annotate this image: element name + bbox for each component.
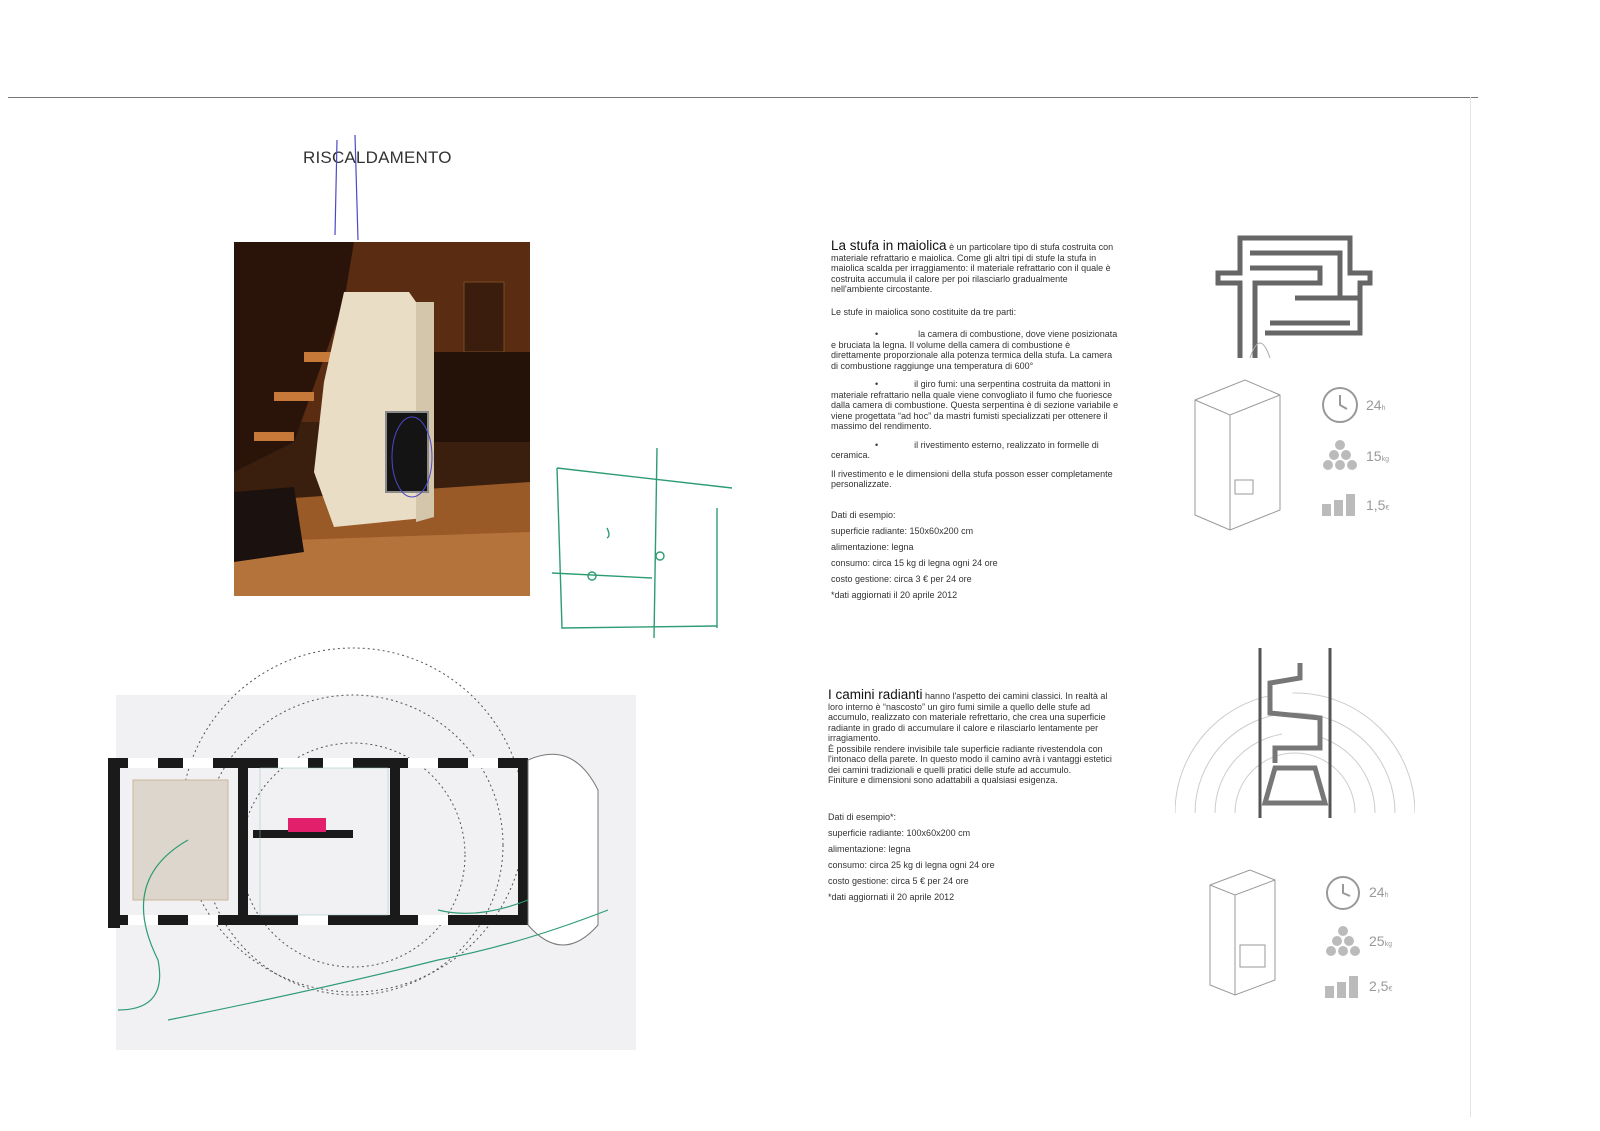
camini-data [828, 812, 995, 908]
camini-intro3: Finiture e dimensioni sono adattabili a qualsiasi esigenza. [828, 775, 1058, 785]
clock-icon [1320, 385, 1360, 425]
maiolica-cost-label: 1,5€ [1366, 497, 1390, 513]
maiolica-time-label: 24h [1366, 397, 1386, 413]
camini-data-title: Dati di esempio*: [828, 812, 897, 822]
clock-icon-2 [1323, 873, 1363, 913]
fireplace-section-drawing [1175, 648, 1415, 818]
coins-icon-2 [1323, 972, 1363, 1002]
top-rule [8, 97, 1478, 98]
maiolica-lead: La stufa in maiolica [831, 238, 947, 253]
maiolica-weight-label: 15kg [1366, 448, 1389, 464]
camini-intro: hanno l'aspetto dei camini classici. In realtà al loro interno è “nascosto” un giro fumi simile a quello delle stufe ad accumulo, realizzato con materiale refrettario, che crea una superficie radiante in grado di accumulare il calore e rilasciarlo lentamente per irragiamento. [828, 691, 1108, 743]
maiolica-data-cost: costo gestione: circa 3 € per 24 ore [831, 574, 972, 584]
floor-plan [108, 640, 638, 1050]
camini-data-feed: alimentazione: legna [828, 844, 911, 854]
wood-icon-2 [1323, 923, 1363, 963]
right-rule [1470, 97, 1471, 1117]
maiolica-parts-intro: Le stufe in maiolica sono costituite da tre parti: [831, 306, 1017, 317]
stove-section-drawing [1210, 228, 1380, 363]
camini-data-surface: superficie radiante: 100x60x200 cm [828, 828, 971, 838]
fireplace-box-drawing [1205, 865, 1305, 1010]
camini-intro2: È possibile rendere invisibile tale superficie radiante rivestendola con l'intonaco della parete. In questo modo il camino avrà i vantaggi estetici dei camini tradizionali e quelli pratici delle stufe ad accumulo. [828, 743, 1112, 775]
maiolica-bullet2: il giro fumi: una serpentina costruita da mattoni in materiale refrattario nella quale viene convogliato il fumo che fuoriesce dalla camera di combustione. Questa serpentina è di sezione variabile e viene progettata “ad hoc” da mastri fumisti specializzati per ottenere il massimo del rendimento. [831, 379, 1119, 431]
camini-text [828, 687, 1118, 786]
coins-icon [1320, 490, 1360, 520]
camini-time-label: 24h [1369, 884, 1389, 900]
page-title: RISCALDAMENTO [303, 148, 452, 167]
stove-box-drawing [1185, 370, 1305, 545]
camini-data-note: *dati aggiornati il 20 aprile 2012 [828, 892, 955, 902]
maiolica-custom: Il rivestimento e le dimensioni della stufa posson esser completamente personalizzate. [831, 468, 1113, 489]
camini-weight-label: 25kg [1369, 933, 1392, 949]
maiolica-text: La stufa in maiolica è un particolare tipo di stufa costruita con materiale refrattario e maiolica. Come gli altri tipi di stufe la stufa in maiolica scalda per irraggiamento: il materiale refrattario con il quale è costruita accumula il calore per poi rilasciarlo gradualmente nell'ambiente circostante. Le stufe in maiolica sono costituite da tre parti: • la camera di combustione, dove viene posizionata e bruciata la legna. Il volume della camera di combustione è direttamente proporzionale alla potenza termica della stufa. La camera di combustione raggiunge una temperatura di 600° • il giro fumi: una serpentina costruita da mattoni in materiale refrattario nella quale viene convogliato il fumo che fuoriesce dalla camera di combustione. Questa serpentina è di sezione variabile e viene progettata “ad hoc” da mastri fumisti specializzati per ottenere il massimo del rendimento. • il rivestimento esterno, realizzato in formelle di ceramica. Il rivestimento e le dimensioni della stufa posson esser completamente personalizzate. [831, 241, 1121, 502]
stove-photo [234, 242, 530, 596]
camini-lead: I camini radianti [828, 687, 923, 702]
maiolica-data-title: Dati di esempio: [831, 510, 896, 520]
maiolica-bullet1: la camera di combustione, dove viene posizionata e bruciata la legna. Il volume della camera di combustione è direttamente proporzionale alla potenza termica della stufa. La camera di combustione raggiunge una temperatura di 600° [831, 329, 1118, 371]
hand-sketch [552, 448, 747, 648]
camini-data-cost: costo gestione: circa 5 € per 24 ore [828, 876, 969, 886]
camini-data-consumption: consumo: circa 25 kg di legna ogni 24 ore [828, 860, 995, 870]
camini-cost-label: 2,5€ [1369, 978, 1393, 994]
maiolica-data [831, 510, 998, 606]
pen-strokes [320, 135, 380, 245]
maiolica-intro: è un particolare tipo di stufa costruita con materiale refrattario e maiolica. Come gli altri tipi di stufe la stufa in maiolica scalda per irraggiamento: il materiale refrattario con il quale è costruita accumula il calore per poi rilasciarlo gradualmente nell'ambiente circostante. [831, 242, 1114, 294]
maiolica-data-feed: alimentazione: legna [831, 542, 914, 552]
maiolica-data-consumption: consumo: circa 15 kg di legna ogni 24 ore [831, 558, 998, 568]
maiolica-bullet3: il rivestimento esterno, realizzato in formelle di ceramica. [831, 439, 1099, 460]
maiolica-data-surface: superficie radiante: 150x60x200 cm [831, 526, 974, 536]
wood-icon [1320, 437, 1360, 477]
maiolica-data-note: *dati aggiornati il 20 aprile 2012 [831, 590, 958, 600]
